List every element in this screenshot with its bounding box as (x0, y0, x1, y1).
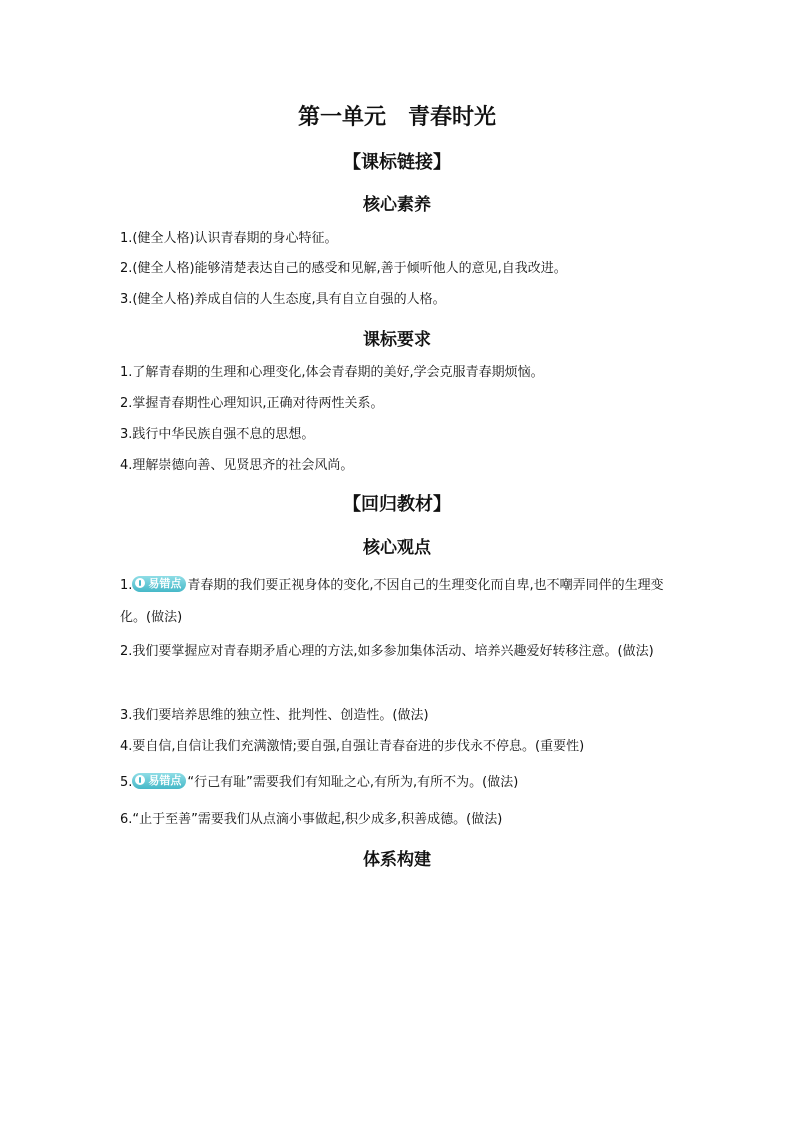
error-prone-badge (132, 773, 186, 789)
item-number: 1. (120, 578, 133, 593)
requirement-item-1: 1.了解青春期的生理和心理变化,体会青春期的美好,学会克服青春期烦恼。 (120, 365, 544, 380)
alert-icon (135, 578, 145, 588)
item-text: 青春期的我们要正视身体的变化,不因自己的生理变化而自卑,也不嘲弄同伴的生理变化。(做法) (120, 578, 664, 625)
section-heading-curriculum: 【课标链接】 (343, 152, 451, 173)
core-view-item-4: 4.要自信,自信让我们充满激情;要自强,自强让青春奋进的步伐永不停息。(重要性) (120, 739, 585, 754)
core-view-item-6: 6.“止于至善”需要我们从点滴小事做起,积少成多,积善成德。(做法) (120, 812, 503, 827)
section-heading-textbook: 【回归教材】 (343, 494, 451, 515)
core-view-item-2: 2.我们要掌握应对青春期矛盾心理的方法,如多参加集体活动、培养兴趣爱好转移注意。(做法) (120, 644, 654, 659)
core-view-item-1 (120, 570, 680, 634)
badge-label: 易错点 (148, 576, 182, 590)
core-view-item-3: 3.我们要培养思维的独立性、批判性、创造性。(做法) (120, 708, 429, 723)
core-view-item-5 (120, 774, 680, 792)
core-literacy-item-1: 1.(健全人格)认识青春期的身心特征。 (120, 231, 338, 246)
subheading-system-construction: 体系构建 (363, 850, 431, 870)
item-text: “行己有耻”需要我们有知耻之心,有所为,有所不为。(做法) (187, 775, 519, 790)
alert-icon (135, 775, 145, 785)
subheading-curriculum-requirements: 课标要求 (363, 330, 431, 350)
requirement-item-3: 3.践行中华民族自强不息的思想。 (120, 427, 315, 442)
badge-label: 易错点 (148, 773, 182, 787)
requirement-item-2: 2.掌握青春期性心理知识,正确对待两性关系。 (120, 396, 384, 411)
requirement-item-4: 4.理解崇德向善、见贤思齐的社会风尚。 (120, 458, 354, 473)
error-prone-badge (132, 576, 186, 592)
subheading-core-literacy: 核心素养 (363, 195, 431, 215)
item-number: 5. (120, 775, 133, 790)
page-title: 第一单元 青春时光 (297, 105, 496, 130)
core-literacy-item-3: 3.(健全人格)养成自信的人生态度,具有自立自强的人格。 (120, 292, 446, 307)
core-literacy-item-2: 2.(健全人格)能够清楚表达自己的感受和见解,善于倾听他人的意见,自我改进。 (120, 261, 567, 276)
subheading-core-views: 核心观点 (363, 538, 431, 558)
